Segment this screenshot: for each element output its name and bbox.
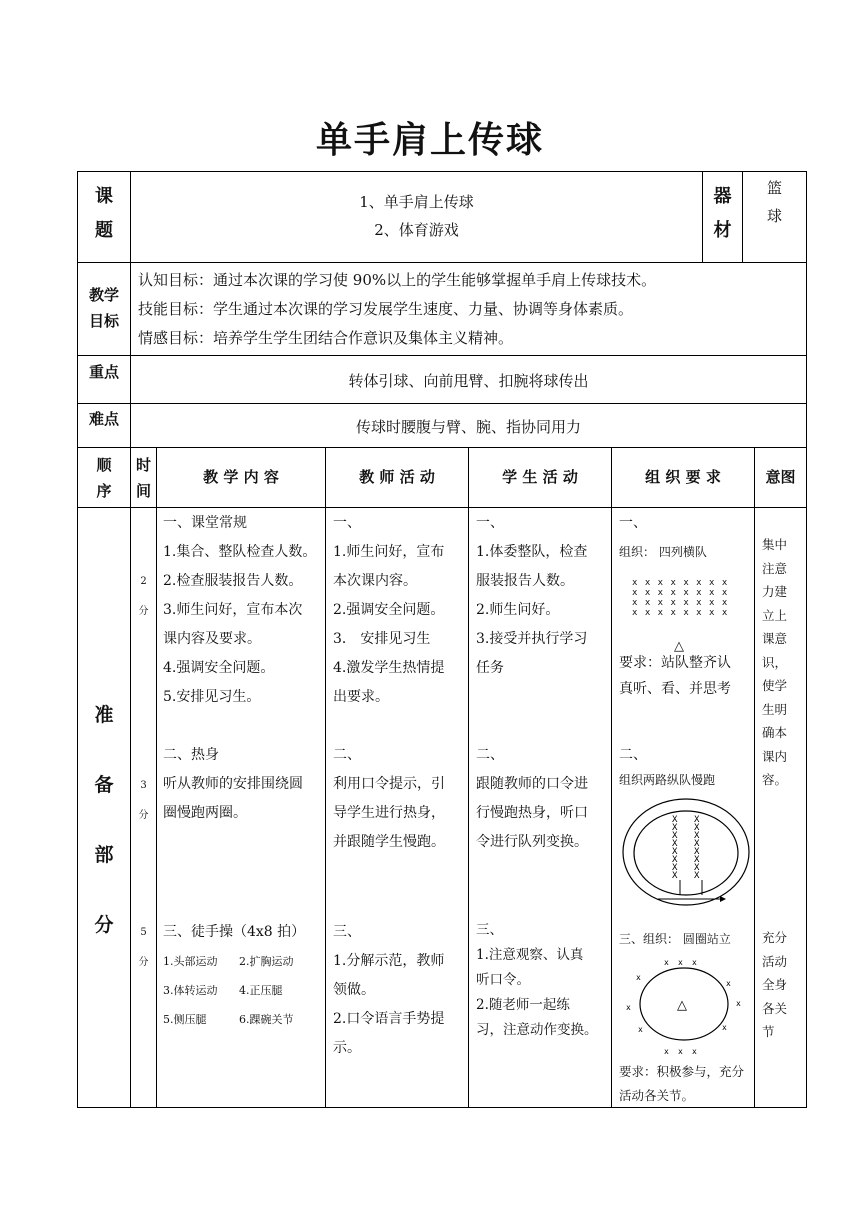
header-intent: 意图 [765,468,796,486]
organize-requirement-1: 要求：站队整齐认 真听、看、并思考 [619,655,731,697]
teacher-part-2: 二、 利用口令提示，引 导学生进行热身， 并跟随学生慢跑。 [333,747,445,850]
organize-part-1: 一、 组织： 四列横队 [619,515,707,559]
goals-text [138,266,798,353]
svg-text:X: X [694,815,700,825]
header-organize: 组 织 要 求 [645,468,721,486]
svg-text:x: x [638,1025,643,1034]
svg-text:X: X [672,815,678,825]
equipment-value: 篮 球 [766,179,782,225]
header-order: 顺 序 [96,456,112,500]
difficulty-label: 难点 [88,410,119,428]
student-part-1: 一、 1.体委整队，检查 服装报告人数。 2.师生问好。 3.接受并执行学习 任务 [476,515,588,676]
time-1: 2 分 [138,576,149,617]
topic-label: 课 题 [95,186,113,241]
page-title: 单手肩上传球 [315,120,544,161]
svg-text:x: x [722,1023,727,1032]
svg-text:x: x [692,1047,697,1056]
teacher-triangle-icon: △ [677,998,687,1013]
svg-text:x: x [726,979,731,988]
four-rows-formation: x x x x x x x x x x x x x x x x x x x x x x x x x x x x x x x x [632,578,729,618]
key-label: 重点 [88,363,119,381]
student-part-3: 三、 1.注意观察、认真 听口令。 2.随老师一起练 习，注意动作变换。 [476,922,598,1038]
topic-item: 2、体育游戏 [374,221,459,239]
organize-part-2: 二、 组织两路纵队慢跑 [619,747,716,787]
student-part-2: 二、 跟随教师的口令进 行慢跑热身，听口 令进行队列变换。 [476,747,588,850]
intent-part-3: 充分 活动 全身 各关 节 [762,930,788,1039]
header-teacher: 教 师 活 动 [359,468,435,486]
difficulty-text: 传球时腰腹与臂、腕、指协同用力 [355,418,581,436]
teacher-part-1: 一、 1.师生问好，宣布 本次课内容。 2.强调安全问题。 3． 安排见习生 4.激发学生热情提 出要求。 [333,515,445,705]
content-part-2: 二、热身 听从教师的安排围绕圆 圈慢跑两圈。 [163,747,303,821]
svg-text:X: X [694,871,700,881]
column-right [694,815,700,881]
time-3: 5 分 [138,927,149,968]
svg-text:X: X [672,823,678,833]
svg-text:X: X [694,831,700,841]
svg-text:X: X [694,863,700,873]
goal-line: 技能目标：学生通过本次课的学习发展学生速度、力量、协调等身体素质。 [138,300,634,318]
goals-label: 教学 目标 [88,286,119,330]
content-part-3: 三、徒手操（4x8 拍） 1.头部运动 2.扩胸运动 3.体转运动 4.正压腿 5.侧压腿 6.踝碗关节 [163,924,306,1026]
time-2: 3 分 [138,780,149,821]
section-label: 准 备 部 分 [94,704,114,936]
goal-line: 情感目标：培养学生学生团结合作意识及集体主义精神。 [138,329,514,347]
svg-text:x: x [636,973,641,982]
topic-items [131,188,702,244]
svg-text:X: X [672,855,678,865]
goal-line: 认知目标：通过本次课的学习使 90%以上的学生能够掌握单手肩上传球技术。 [138,271,657,289]
svg-text:x: x [678,958,683,967]
topic-item: 1、单手肩上传球 [359,193,474,211]
svg-text:X: X [694,823,700,833]
svg-text:X: X [672,847,678,857]
teacher-triangle-icon: △ [674,639,684,654]
circle-formation-diagram [620,954,752,1058]
outer-track [623,799,749,905]
teacher-part-3: 三、 1.分解示范，教师 领做。 2.口令语言手势提 示。 [333,924,445,1056]
svg-text:x: x [692,958,697,967]
equipment-label: 器 材 [713,186,732,241]
svg-text:x: x [678,1047,683,1056]
header-time: 时 间 [135,456,151,500]
svg-text:X: X [672,871,678,881]
header-student: 学 生 活 动 [502,468,578,486]
svg-text:X: X [694,839,700,849]
key-text: 转体引球、向前甩臂、扣腕将球传出 [348,372,589,390]
organize-requirement-3: 要求：积极参与，充分 活动各关节。 [619,1064,745,1103]
jogging-track-diagram [620,795,752,911]
svg-text:x: x [736,999,741,1008]
column-left [672,815,678,881]
svg-text:x: x [664,958,669,967]
svg-text:X: X [694,847,700,857]
content-part-1: 一、课堂常规 1.集合、整队检查人数。 2.检查服装报告人数。 3.师生问好，宣布本次 课内容及要求。 4.强调安全问题。 5.安排见习生。 [163,515,317,705]
organize-part-3: 三、组织： 圆圈站立 [619,932,731,946]
svg-text:X: X [672,863,678,873]
svg-text:x: x [664,1047,669,1056]
svg-text:X: X [672,839,678,849]
header-content: 教 学 内 容 [203,468,279,486]
svg-text:x: x [626,1003,631,1012]
intent-part-1: 集中 注意 力建 立上 课意 识， 使学 生明 确本 课内 容。 [762,537,788,787]
svg-text:X: X [694,855,700,865]
svg-text:X: X [672,831,678,841]
inner-track [634,811,738,895]
